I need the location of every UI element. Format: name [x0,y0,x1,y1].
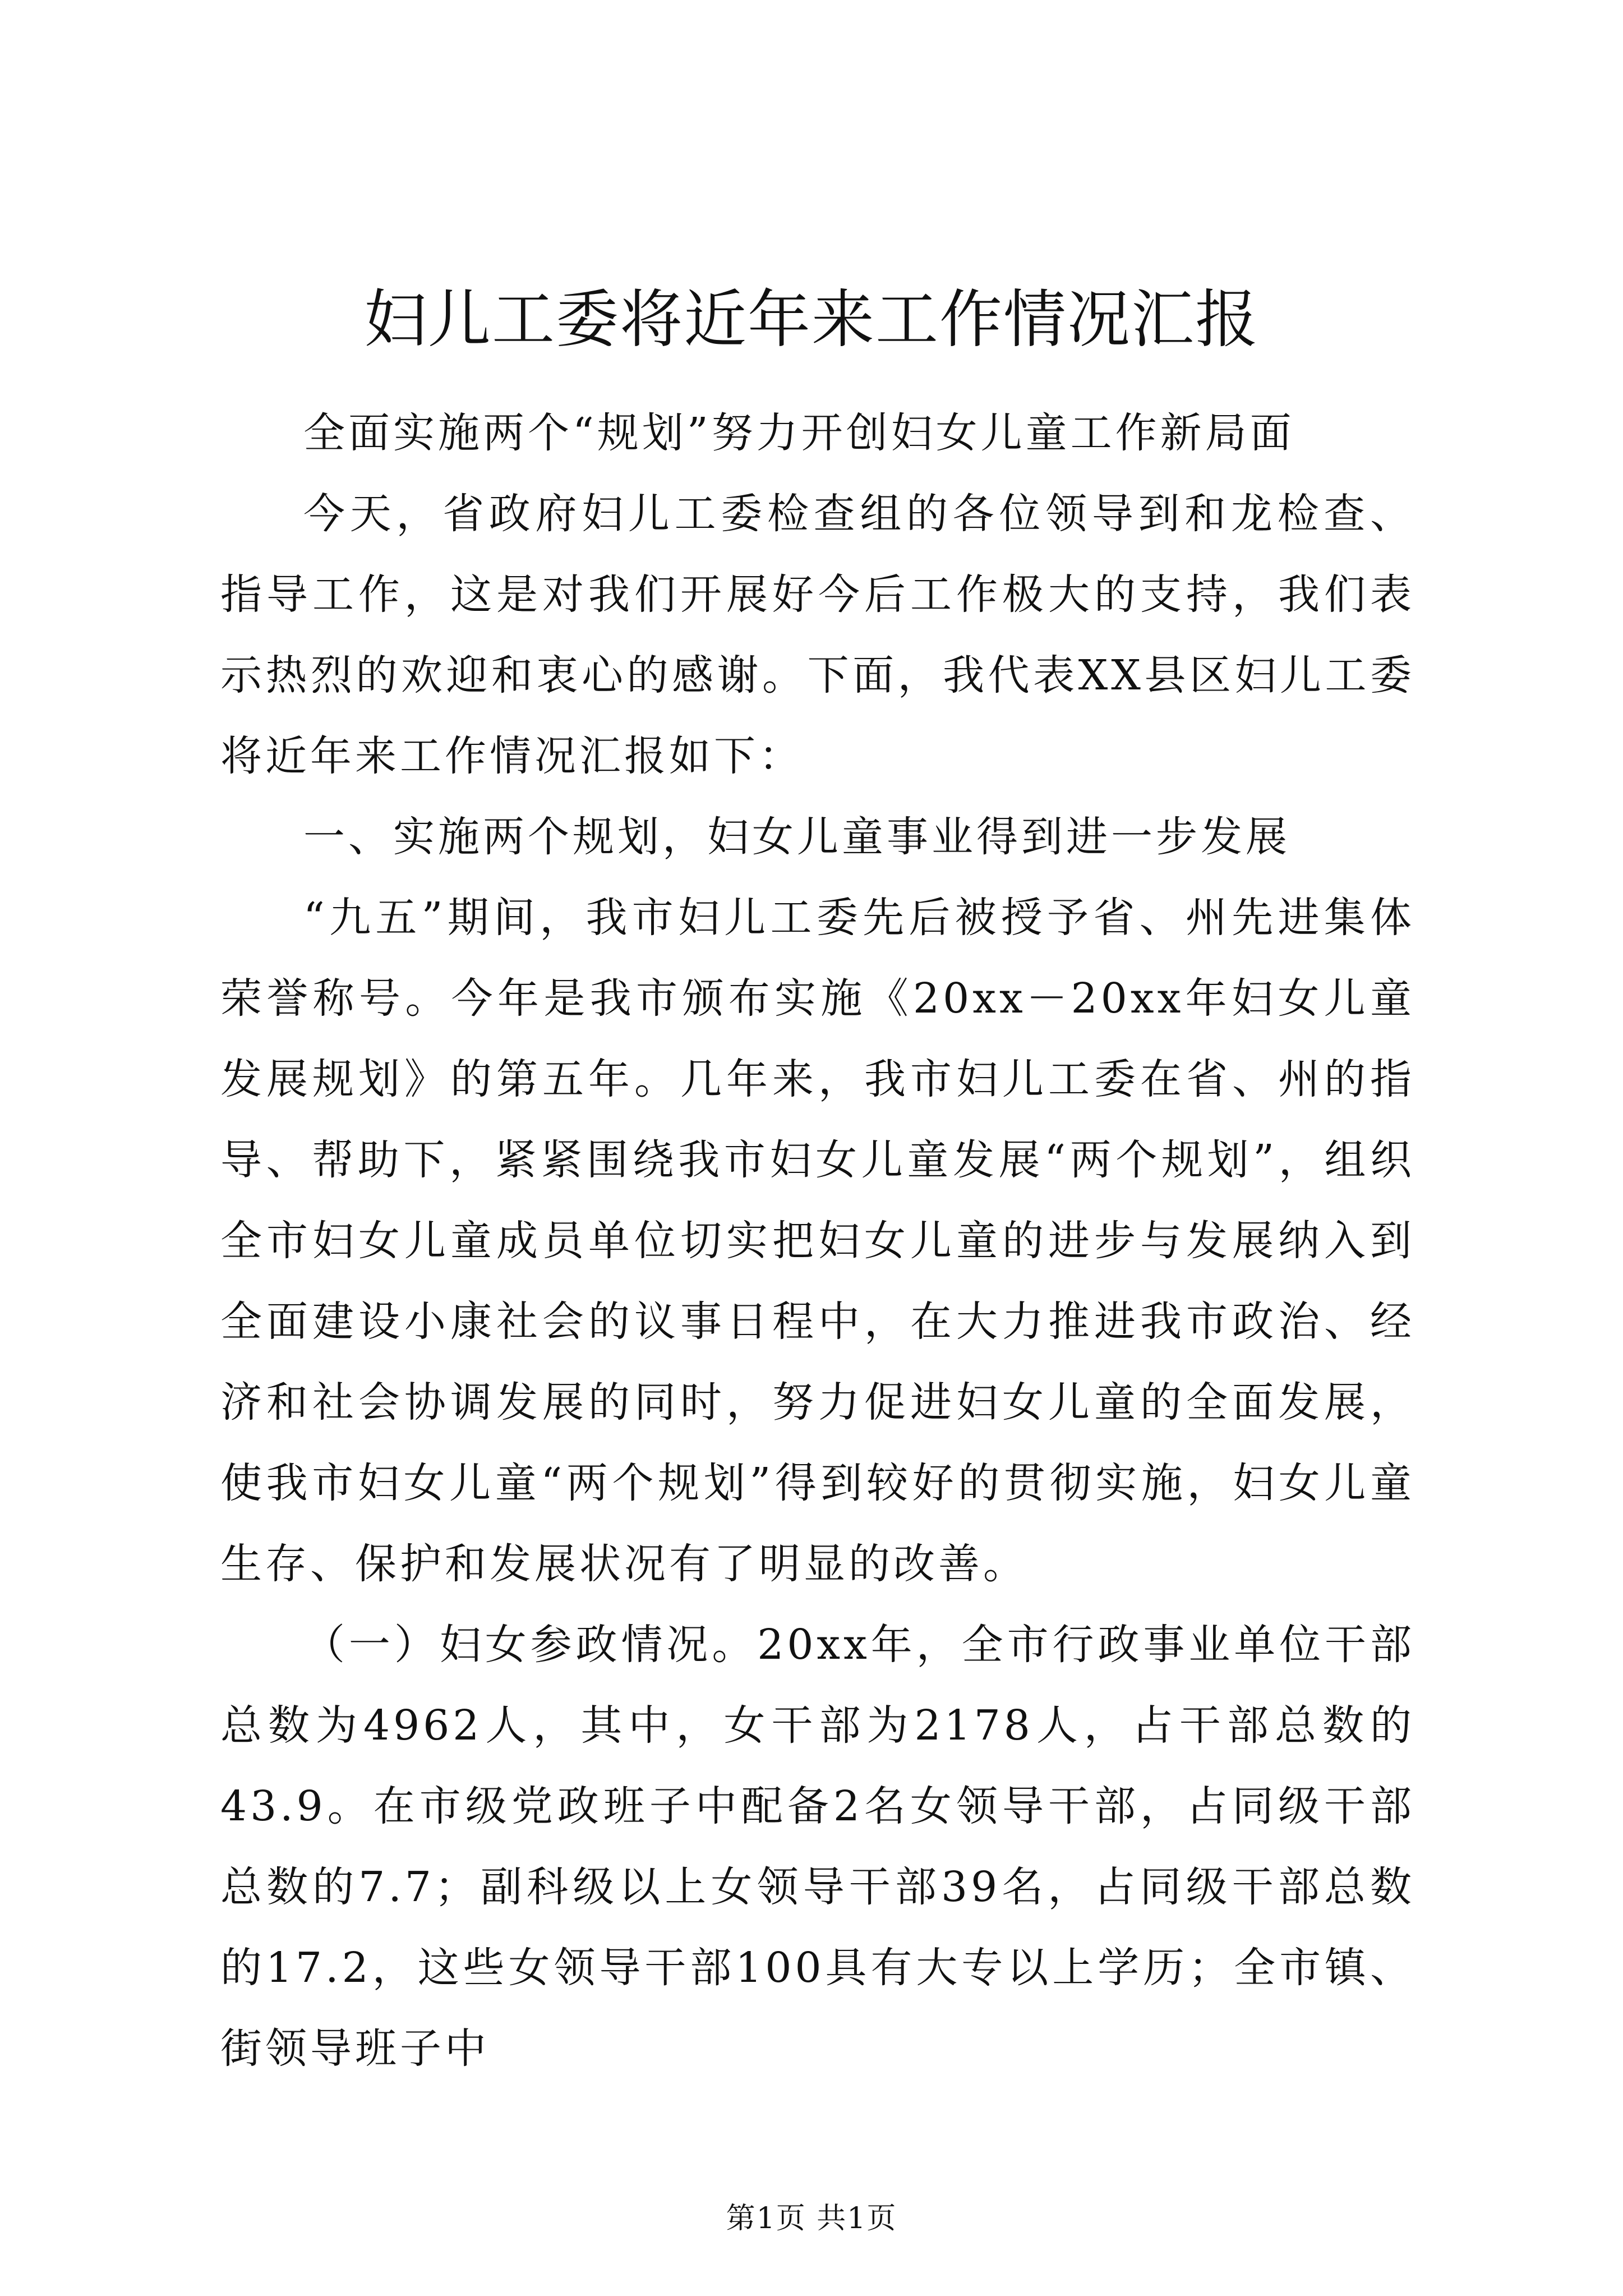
subtitle-paragraph: 全面实施两个“规划”努力开创妇女儿童工作新局面 [303,409,1295,457]
body-paragraph: （一）妇女参政情况。20xx年，全市行政事业单位干部总数为4962人，其中，女干部为2178人，占干部总数的43.9。在市级党政班子中配备2名女领导干部，占同级干部总数的7.7；副科级以上女领导干部39名，占同级干部总数的17.2，这些女领导干部100具有大专以上学历；全市镇、街领导班子中 [220,1621,1415,2073]
document-body [220,393,1415,2089]
page-number-footer: 第1页 共1页 [726,2202,897,2235]
section-heading: 一、实施两个规划，妇女儿童事业得到进一步发展 [303,813,1290,861]
intro-paragraph: 今天，省政府妇儿工委检查组的各位领导到和龙检查、指导工作，这是对我们开展好今后工作极大的支持，我们表示热烈的欢迎和衷心的感谢。下面，我代表XX县区妇儿工委将近年来工作情况汇报如下： [220,490,1415,780]
body-paragraph: “九五”期间，我市妇儿工委先后被授予省、州先进集体荣誉称号。今年是我市颁布实施《20xx－20xx年妇女儿童发展规划》的第五年。几年来，我市妇儿工委在省、州的指导、帮助下，紧紧围绕我市妇女儿童发展“两个规划”，组织全市妇女儿童成员单位切实把妇女儿童的进步与发展纳入到全面建设小康社会的议事日程中，在大力推进我市政治、经济和社会协调发展的同时，努力促进妇女儿童的全面发展，使我市妇女儿童“两个规划”得到较好的贯彻实施，妇女儿童生存、保护和发展状况有了明显的改善。 [220,894,1415,1588]
document-title: 妇儿工委将近年来工作情况汇报 [364,283,1259,356]
